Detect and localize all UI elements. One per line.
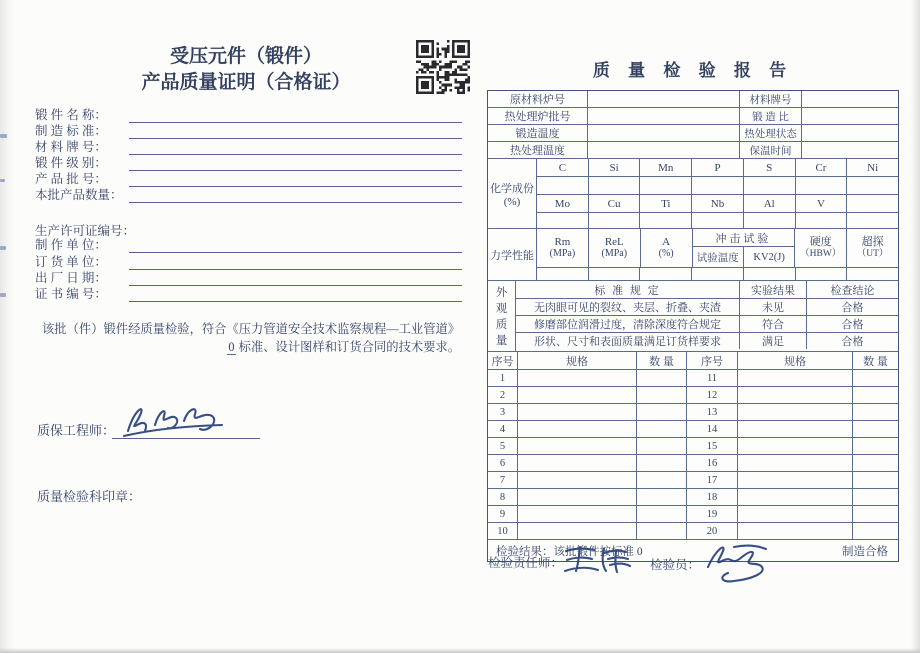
qty-cell — [853, 387, 898, 403]
field-label: 证 书 编 号： — [35, 287, 107, 302]
mech-value — [796, 268, 848, 280]
element-symbol: P — [692, 159, 744, 176]
chemical-composition-label — [488, 159, 537, 228]
appearance-spec: 修磨部位润滑过度，清除深度符合规定 — [516, 316, 740, 332]
qty-header: 数 量 — [637, 352, 687, 369]
info-label: 锻造温度 — [488, 125, 588, 141]
inspector-signature — [700, 537, 780, 587]
element-symbol: Cr — [796, 159, 848, 176]
mech-value — [692, 268, 744, 280]
serial-no: 15 — [687, 438, 738, 454]
field-label: 锻 件 级 别： — [35, 156, 107, 170]
license-number-label: 生产许可证编号： — [35, 224, 136, 238]
qty-cell — [853, 370, 898, 386]
scan-mark — [0, 179, 5, 182]
mech-value-row — [537, 268, 898, 280]
title-line-2: 产品质量证明（合格证） — [141, 72, 351, 93]
serial-no-header: 序号 — [488, 352, 518, 369]
serial-no: 20 — [687, 523, 738, 539]
appearance-row — [516, 316, 898, 333]
element-symbol: Cu — [589, 195, 641, 212]
appearance-spec: 无肉眼可见的裂纹、夹层、折叠、夹渣 — [516, 299, 740, 315]
impact-test-header — [693, 229, 796, 267]
inspector-label: 检验员： — [650, 558, 701, 572]
scan-bottom-shadow — [0, 648, 920, 653]
appearance-result: 满足 — [740, 333, 807, 349]
spec-cell — [518, 506, 637, 522]
lead-inspector-label: 检验责任师： — [488, 556, 564, 570]
spec-header: 规格 — [738, 352, 853, 369]
qr-code — [416, 40, 470, 94]
spec-header: 规格 — [518, 352, 637, 369]
qty-header: 数 量 — [863, 355, 888, 368]
chem-value — [537, 177, 589, 194]
chem-value — [640, 213, 692, 228]
scan-left-edge — [0, 0, 15, 653]
serial-no: 14 — [687, 421, 738, 437]
spec-cell — [518, 472, 637, 488]
element-symbol: C — [537, 159, 589, 176]
appearance-result: 符合 — [740, 316, 807, 332]
field-blank-line — [129, 106, 462, 123]
form-field — [35, 286, 462, 302]
chem-value — [589, 177, 641, 194]
qty-cell — [637, 404, 687, 420]
qty-cell — [853, 523, 898, 539]
form-field — [35, 187, 462, 203]
serial-no: 12 — [687, 387, 738, 403]
serial-no: 5 — [488, 438, 518, 454]
info-label: 材料牌号 — [740, 91, 802, 107]
info-label: 热处理温度 — [488, 142, 588, 158]
chemical-composition-section — [488, 159, 898, 229]
inspection-report-table — [487, 90, 899, 562]
spec-cell — [738, 455, 853, 471]
mech-header-ut: 超探 （UT） — [856, 236, 889, 259]
qty-cell — [637, 387, 687, 403]
mech-value — [537, 268, 589, 280]
serial-no: 6 — [488, 455, 518, 471]
element-symbol: Mn — [640, 159, 692, 176]
qty-cell — [637, 438, 687, 454]
chem-header-row — [537, 159, 898, 177]
mech-header-rel: ReL (MPa) — [589, 229, 641, 267]
serial-row — [488, 455, 898, 472]
spec-cell — [738, 404, 853, 420]
spec-cell — [518, 421, 637, 437]
field-label: 材 料 牌 号： — [35, 140, 107, 154]
field-blank-line — [129, 252, 462, 269]
serial-no: 18 — [687, 489, 738, 505]
scan-right-edge — [911, 0, 920, 653]
info-label: 原材料炉号 — [488, 91, 588, 107]
info-value — [802, 91, 898, 107]
scan-mark — [0, 246, 6, 250]
spec-cell — [738, 489, 853, 505]
appearance-conclusion: 合格 — [841, 319, 864, 331]
title-line-1: 受压元件（锻件） — [169, 46, 322, 67]
info-label: 热处理状态 — [740, 125, 802, 141]
field-label: 锻 件 名 称： — [35, 108, 107, 122]
serial-no: 1 — [488, 370, 518, 386]
mech-value — [744, 268, 796, 280]
serial-row — [488, 472, 898, 489]
serial-no: 8 — [488, 489, 518, 505]
field-blank-line — [129, 170, 462, 187]
field-label: 出 厂 日 期： — [35, 270, 107, 285]
lead-inspector-signature — [562, 543, 634, 577]
mech-value — [640, 268, 692, 280]
element-symbol: Ti — [640, 195, 692, 212]
serial-row — [488, 421, 898, 438]
conformity-statement — [42, 321, 462, 356]
spec-cell — [738, 370, 853, 386]
report-title: 质 量 检 验 报 告 — [592, 61, 794, 80]
impact-temp-header: 试验温度 — [693, 247, 744, 267]
qa-engineer-signature — [118, 399, 230, 441]
spec-cell — [518, 404, 637, 420]
standard-spec-header: 标 准 规 定 — [516, 281, 740, 298]
appearance-spec: 形状、尺寸和表面质量满足订货样要求 — [516, 333, 740, 349]
mechanical-properties-section — [488, 229, 898, 281]
qty-cell — [637, 370, 687, 386]
field-blank-line — [129, 236, 462, 253]
qty-cell — [853, 472, 898, 488]
info-label: 锻 造 比 — [740, 108, 802, 124]
left-fields-primary — [35, 107, 462, 203]
mech-header-rm: Rm (MPa) — [537, 229, 589, 267]
chem-value — [744, 177, 796, 194]
chem-value — [589, 213, 641, 228]
element-symbol: V — [796, 195, 848, 212]
chem-value — [796, 213, 848, 228]
chem-value — [847, 213, 898, 228]
serial-row — [488, 489, 898, 506]
appearance-result: 未见 — [740, 299, 807, 315]
scan-mark — [0, 293, 6, 297]
serial-row — [488, 370, 898, 387]
appearance-header-row — [516, 281, 898, 299]
serial-no: 19 — [687, 506, 738, 522]
serial-row — [488, 506, 898, 523]
spec-cell — [518, 455, 637, 471]
element-symbol: Al — [744, 195, 796, 212]
chem-value — [744, 213, 796, 228]
chem-value — [640, 177, 692, 194]
info-label: 保温时间 — [740, 142, 802, 158]
appearance-quality-label: 外 观 质 量 — [488, 281, 516, 351]
spec-cell — [518, 523, 637, 539]
spec-cell — [738, 438, 853, 454]
mech-header-row — [537, 229, 898, 268]
qty-cell — [853, 404, 898, 420]
field-blank-line — [129, 138, 462, 155]
element-symbol: Mo — [537, 195, 589, 212]
field-blank-line — [129, 269, 462, 286]
spec-cell — [518, 370, 637, 386]
info-value — [802, 108, 898, 124]
chem-value-row — [537, 213, 898, 228]
statement-line-2 — [42, 339, 462, 357]
serial-no: 9 — [488, 506, 518, 522]
element-symbol: Si — [589, 159, 641, 176]
spec-cell — [738, 421, 853, 437]
info-value — [588, 108, 740, 124]
serial-header-row — [488, 352, 898, 370]
serial-no: 4 — [488, 421, 518, 437]
qty-cell — [853, 438, 898, 454]
serial-row — [488, 523, 898, 540]
info-value — [588, 125, 740, 141]
chem-value-row — [537, 177, 898, 195]
statement-line-2-text: 标准、设计图样和订货合同的技术要求。 — [235, 339, 460, 354]
qty-cell — [853, 455, 898, 471]
serial-no: 17 — [687, 472, 738, 488]
appearance-conclusion: 合格 — [841, 302, 864, 314]
chem-value — [537, 213, 589, 228]
element-symbol — [847, 195, 898, 212]
info-value — [588, 142, 740, 158]
mech-label-text: 力学性能 — [490, 249, 534, 262]
chem-value — [796, 177, 848, 194]
test-result-header: 实验结果 — [740, 281, 807, 298]
qty-cell — [853, 421, 898, 437]
spec-cell — [738, 387, 853, 403]
info-value — [802, 142, 898, 158]
serial-row — [488, 438, 898, 455]
impact-kv2-header: KV2(J) — [753, 251, 785, 263]
left-fields-secondary — [35, 237, 462, 302]
qty-cell — [637, 489, 687, 505]
inspection-result-text: 检验结果：该批锻件按标准 0 — [496, 545, 643, 558]
spec-cell — [738, 506, 853, 522]
serial-row — [488, 387, 898, 404]
statement-line-1: 该批（件）锻件经质量检验，符合《压力管道安全技术监察规程—工业管道》 — [42, 322, 461, 336]
appearance-row — [516, 299, 898, 316]
spec-cell — [518, 438, 637, 454]
field-blank-line — [129, 122, 462, 139]
field-label: 制 作 单 位： — [35, 238, 107, 253]
qty-cell — [637, 506, 687, 522]
statement-standard-ref: 0 — [228, 339, 235, 354]
chem-value — [692, 177, 744, 194]
qty-cell — [637, 472, 687, 488]
info-value — [802, 125, 898, 141]
mech-value — [847, 268, 898, 280]
info-row — [488, 108, 898, 125]
chem-value — [847, 177, 898, 194]
field-label: 订 货 单 位： — [35, 254, 107, 269]
serial-no: 2 — [488, 387, 518, 403]
impact-test-label: 冲击试验 — [693, 229, 795, 247]
scan-mark — [0, 134, 7, 138]
field-blank-line — [129, 285, 462, 302]
qty-cell — [637, 523, 687, 539]
inspection-stamp-label: 质量检验科印章： — [37, 489, 142, 504]
element-symbol: S — [744, 159, 796, 176]
serial-row — [488, 404, 898, 421]
info-label: 热处理炉批号 — [488, 108, 588, 124]
field-label: 制 造 标 准： — [35, 124, 107, 138]
serial-no: 3 — [488, 404, 518, 420]
mech-value — [589, 268, 641, 280]
info-value — [588, 91, 740, 107]
field-label: 产 品 批 号： — [35, 172, 107, 186]
mech-header-hardness: 硬度 （HBW） — [795, 229, 847, 267]
chem-unit-text: (%) — [503, 195, 521, 208]
spec-cell — [738, 472, 853, 488]
left-certificate-title — [85, 44, 407, 96]
conclusion-header: 检查结论 — [830, 284, 875, 297]
qty-cell — [637, 455, 687, 471]
spec-cell — [518, 387, 637, 403]
mechanical-properties-label — [488, 229, 537, 280]
element-symbol: Ni — [867, 161, 879, 174]
appearance-quality-section — [488, 281, 898, 352]
serial-no-header: 序号 — [687, 352, 738, 369]
field-blank-line — [129, 186, 462, 203]
appearance-conclusion: 合格 — [841, 336, 864, 348]
manufacture-qualified-text: 制造合格 — [842, 545, 888, 558]
qty-cell — [637, 421, 687, 437]
serial-no: 16 — [687, 455, 738, 471]
qa-engineer-label: 质保工程师： — [37, 423, 116, 438]
info-row — [488, 125, 898, 142]
field-label: 本批产品数量： — [35, 188, 123, 202]
info-row — [488, 142, 898, 159]
qty-cell — [853, 506, 898, 522]
chem-value — [692, 213, 744, 228]
chem-label-text: 化学成份 — [490, 182, 534, 195]
appearance-row — [516, 333, 898, 349]
chem-header-row — [537, 195, 898, 213]
info-row — [488, 91, 898, 108]
element-symbol: Nb — [692, 195, 744, 212]
mech-header-elongation: A (%) — [641, 229, 693, 267]
spec-cell — [518, 489, 637, 505]
serial-no: 10 — [488, 523, 518, 539]
serial-no: 11 — [687, 370, 738, 386]
serial-no: 13 — [687, 404, 738, 420]
qty-cell — [853, 489, 898, 505]
serial-no: 7 — [488, 472, 518, 488]
field-blank-line — [129, 154, 462, 171]
